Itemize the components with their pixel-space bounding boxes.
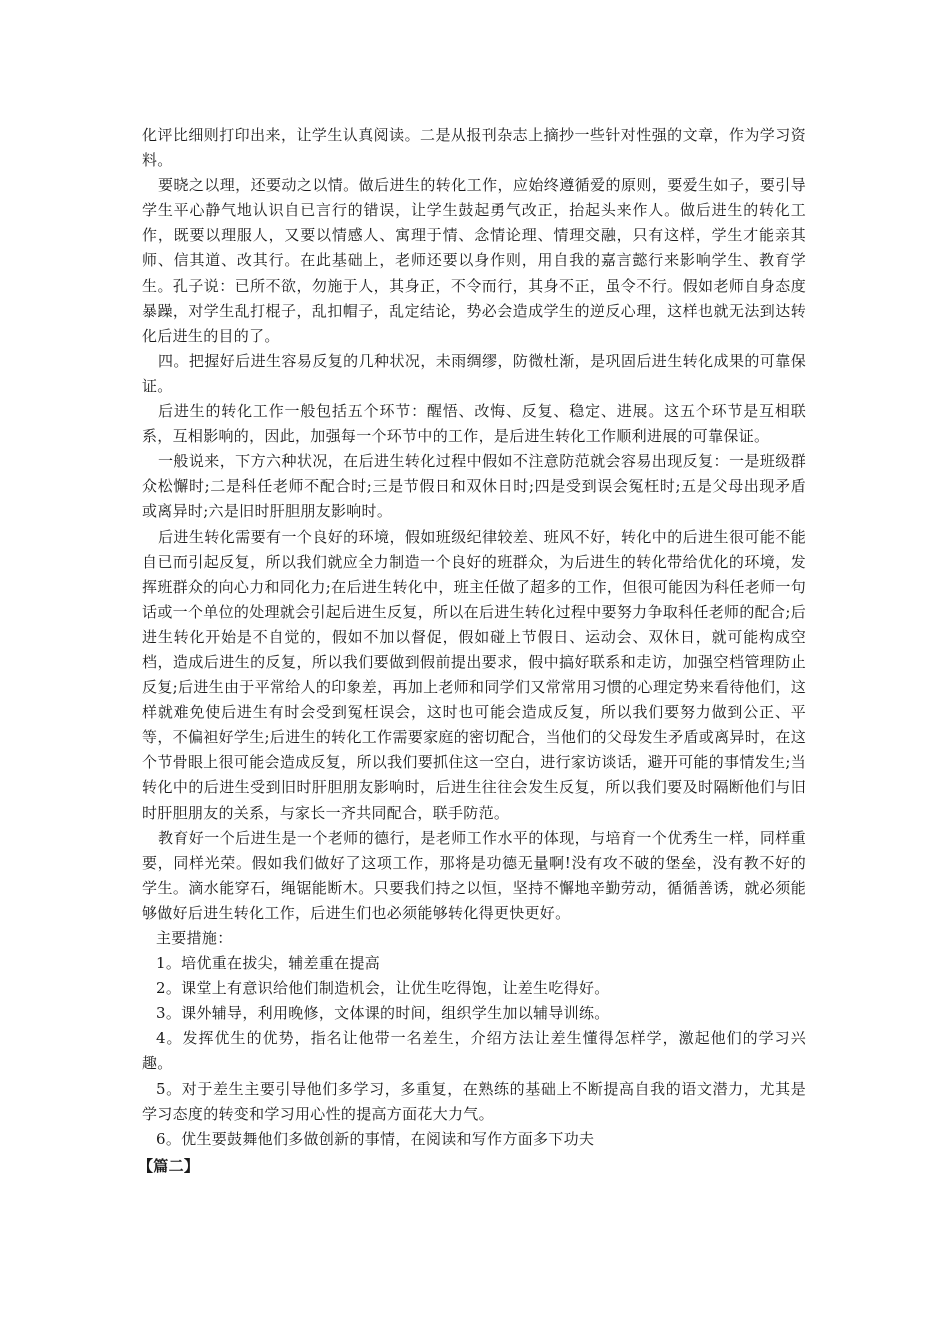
paragraph: 一般说来，下方六种状况，在后进生转化过程中假如不注意防范就会容易出现反复：一是班级群众松懈时;二是科任老师不配合时;三是节假日和双休日时;四是受到误会冤枉时;五是父母出现矛盾或离异时;六是旧时肝胆朋友影响时。: [142, 452, 806, 521]
paragraph: 化评比细则打印出来，让学生认真阅读。二是从报刊杂志上摘抄一些针对性强的文章，作为学习资料。: [142, 126, 806, 170]
measure-item: 1。培优重在拔尖，辅差重在提高: [156, 954, 381, 973]
paragraph: 后进生的转化工作一般包括五个环节：醒悟、改悔、反复、稳定、进展。这五个环节是互相联系，互相影响的，因此，加强每一个环节中的工作，是后进生转化工作顺利进展的可靠保证。: [142, 402, 806, 446]
measure-item: 4。发挥优生的优势，指名让他带一名差生，介绍方法让差生懂得怎样学，激起他们的学习兴趣。: [142, 1029, 806, 1073]
paragraph: 教育好一个后进生是一个老师的德行，是老师工作水平的体现，与培育一个优秀生一样，同样重要，同样光荣。假如我们做好了这项工作，那将是功德无量啊!没有攻不破的堡垒，没有教不好的学生。滴水能穿石，绳锯能断木。只要我们持之以恒，坚持不懈地辛勤劳动，循循善诱，就必须能够做好后进生转化工作，后进生们也必须能够转化得更快更好。: [142, 828, 806, 922]
paragraph: 后进生转化需要有一个良好的环境，假如班级纪律较差、班风不好，转化中的后进生很可能不能自已而引起反复，所以我们就应全力制造一个良好的班群众，为后进生的转化带给优化的环境，发挥班群众的向心力和同化力;在后进生转化中，班主任做了超多的工作，但很可能因为科任老师一句话或一个单位的处理就会引起后进生反复，所以在后进生转化过程中要努力争取科任老师的配合;后进生转化开始是不自觉的，假如不加以督促，假如碰上节假日、运动会、双休日，就可能构成空档，造成后进生的反复，所以我们要做到假前提出要求，假中搞好联系和走访，加强空档管理防止反复;后进生由于平常给人的印象差，再加上老师和同学们又常常用习惯的心理定势来看待他们，这样就难免使后进生有时会受到冤枉误会，这时也可能会造成反复，所以我们要努力做到公正、平等，不偏袒好学生;后进生的转化工作需要家庭的密切配合，当他们的父母发生矛盾或离异时，在这个节骨眼上很可能会造成反复，所以我们要抓住这一空白，进行家访谈话，避开可能的事情发生;当转化中的后进生受到旧时肝胆朋友影响时，后进生往往会发生反复，所以我们要及时隔断他们与旧时肝胆朋友的关系，与家长一齐共同配合，联手防范。: [142, 527, 806, 822]
measure-item: 2。课堂上有意识给他们制造机会，让优生吃得饱，让差生吃得好。: [156, 979, 610, 998]
paragraph: 四。把握好后进生容易反复的几种状况，未雨绸缪，防微杜渐，是巩固后进生转化成果的可靠保证。: [142, 351, 806, 395]
measures-heading: 主要措施：: [156, 929, 233, 947]
document-body: [138, 123, 806, 1179]
measure-item: 5。对于差生主要引导他们多学习，多重复，在熟练的基础上不断提高自我的语文潜力，尤其是学习态度的转变和学习用心性的提高方面花大力气。: [142, 1079, 806, 1123]
section-label: 【篇二】: [138, 1156, 200, 1175]
measure-item: 3。课外辅导，利用晚修，文体课的时间，组织学生加以辅导训练。: [156, 1004, 610, 1023]
measure-item: 6。优生要鼓舞他们多做创新的事情，在阅读和写作方面多下功夫: [156, 1129, 595, 1148]
paragraph: 要晓之以理，还要动之以情。做后进生的转化工作，应始终遵循爱的原则，要爱生如子，要引导学生平心静气地认识自已言行的错误，让学生鼓起勇气改正，抬起头来作人。做后进生的转化工作，既要以理服人，又要以情感人、寓理于情、念情论理、情理交融，只有这样，学生才能亲其师、信其道、改其行。在此基础上，老师还要以身作则，用自我的嘉言懿行来影响学生、教育学生。孔子说：已所不欲，勿施于人，其身正，不令而行，其身不正，虽令不行。假如老师自身态度暴躁，对学生乱打棍子，乱扣帽子，乱定结论，势必会造成学生的逆反心理，这样也就无法到达转化后进生的目的了。: [142, 176, 806, 345]
